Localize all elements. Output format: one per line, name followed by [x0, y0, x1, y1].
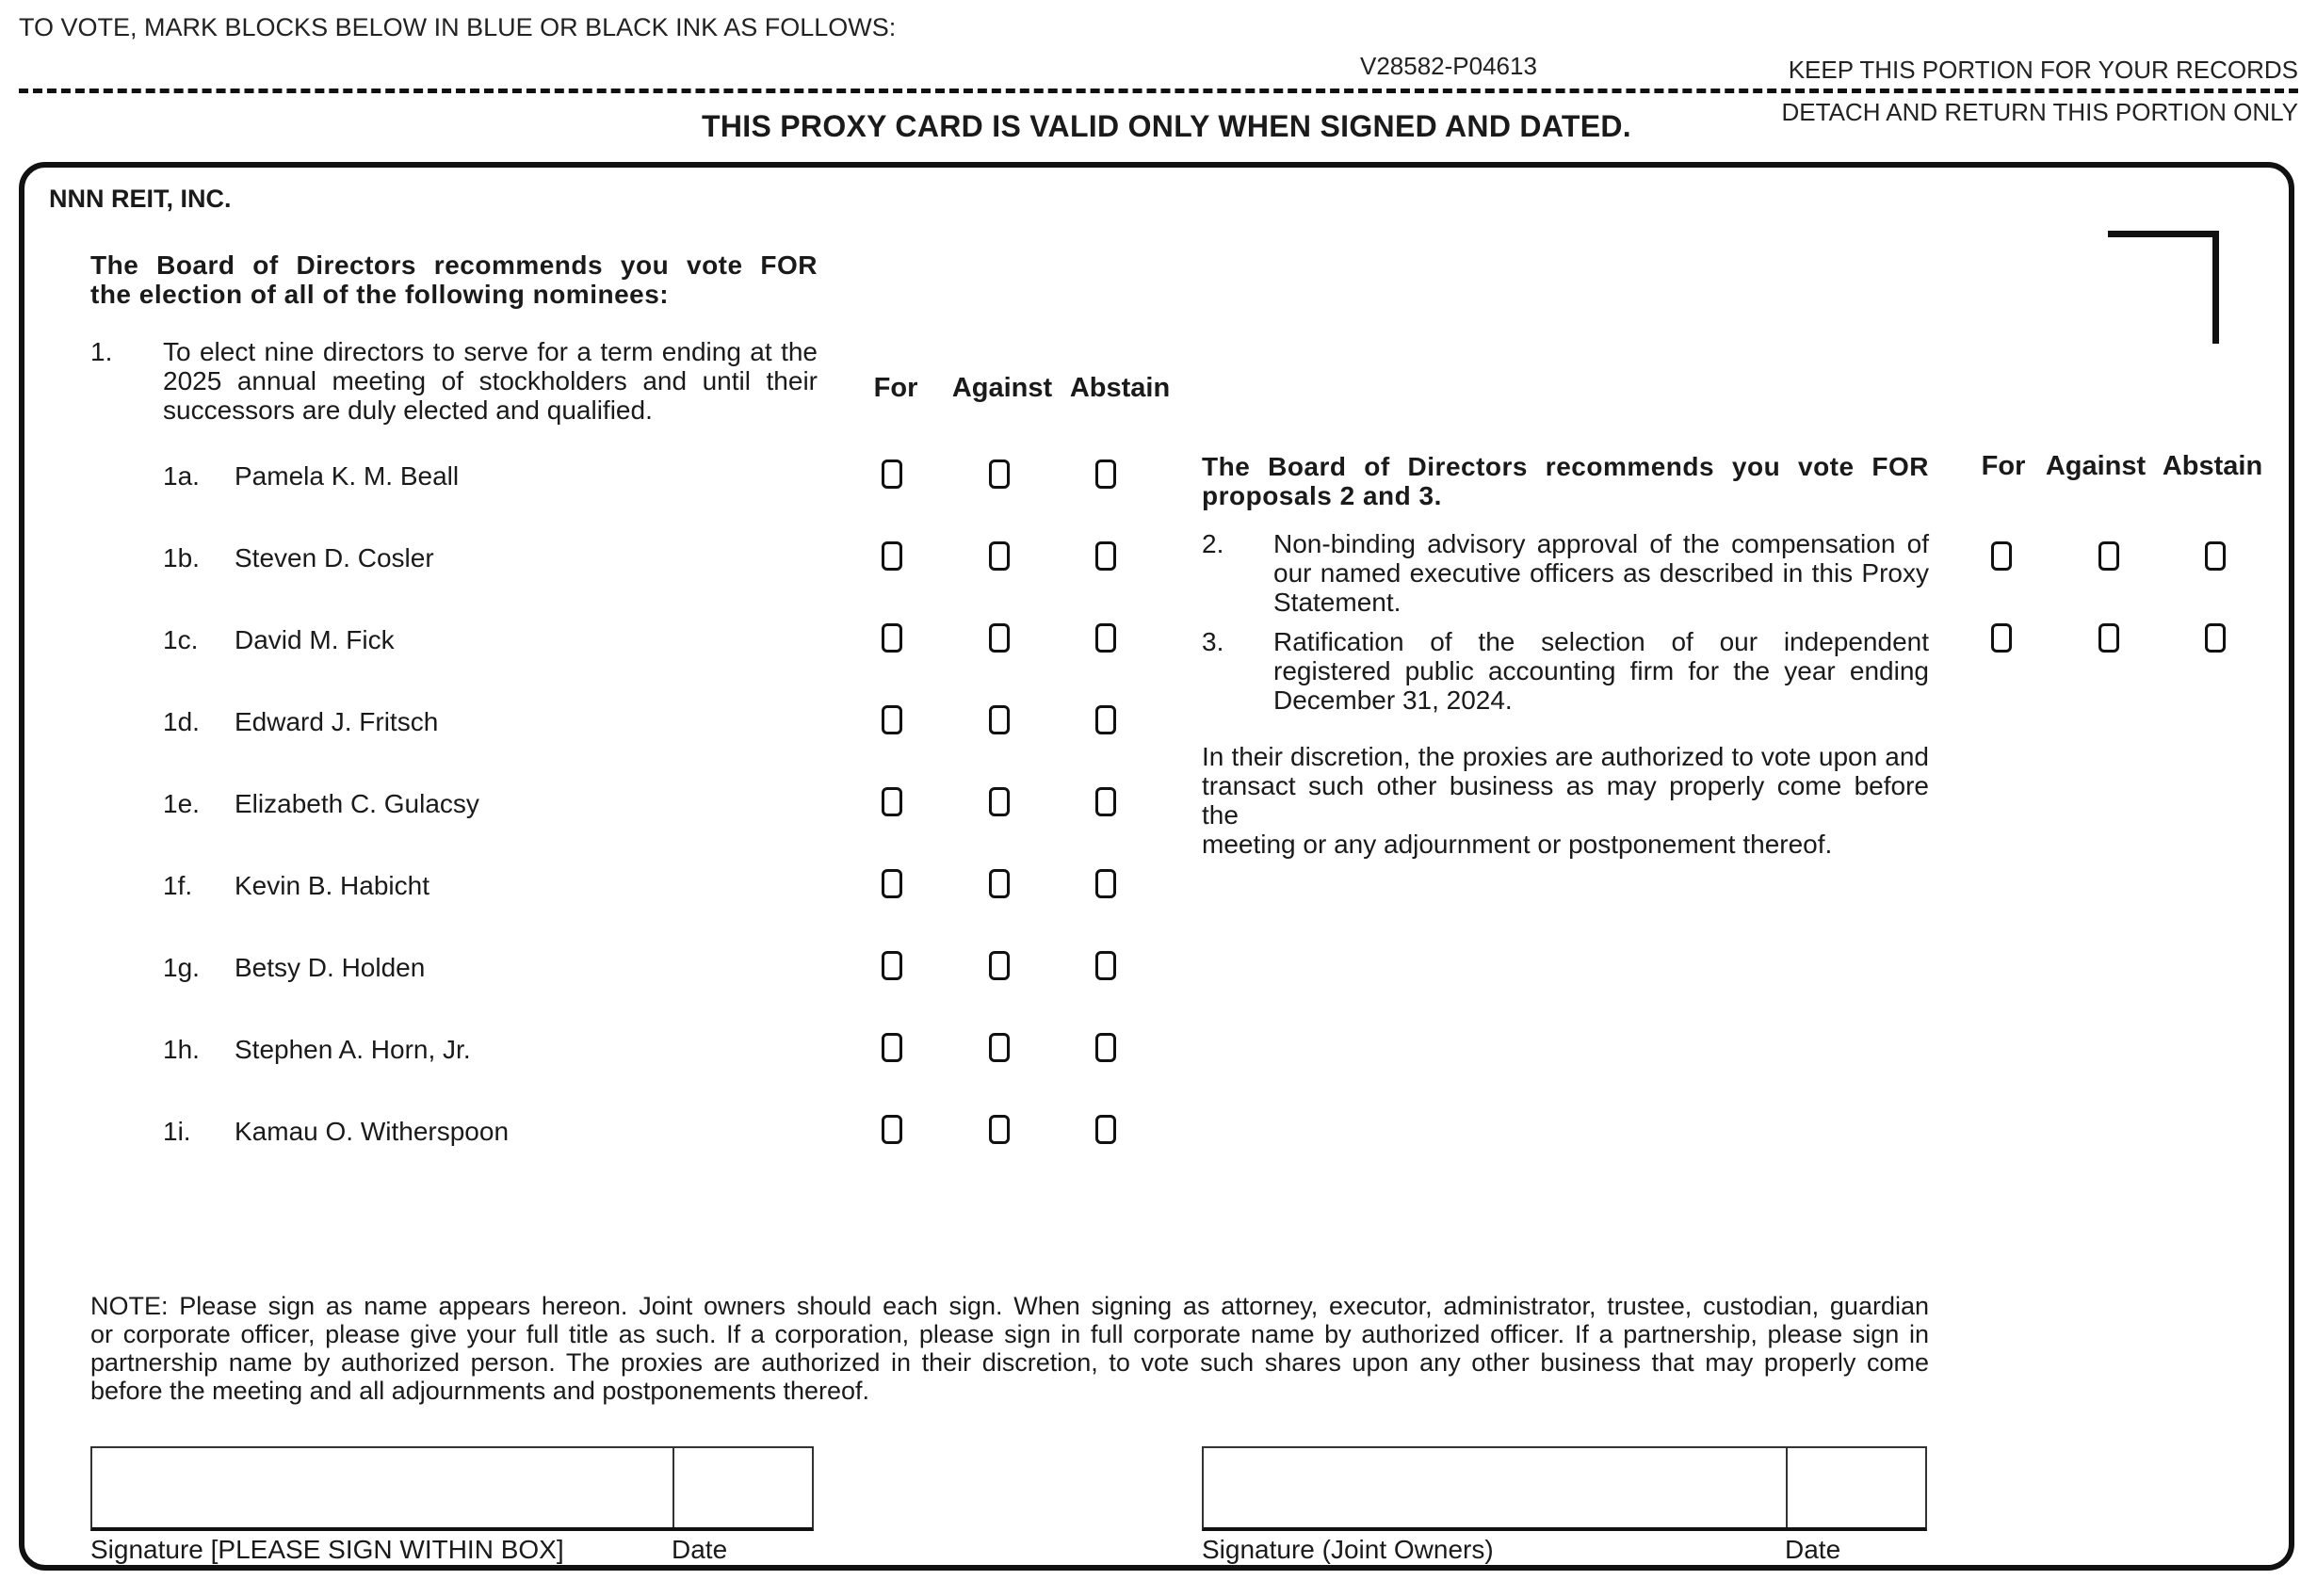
proposal-1-line3: successors are duly elected and qualified.	[163, 395, 653, 425]
proposal-2-text	[1273, 529, 1929, 617]
proposal-1-text	[163, 337, 818, 425]
nominee-1c-for-checkbox[interactable]	[882, 623, 902, 653]
nominee-1g-for-checkbox[interactable]	[882, 951, 902, 980]
nominee-1h-number: 1h.	[163, 1035, 200, 1064]
nominee-1i-against-checkbox[interactable]	[989, 1115, 1010, 1144]
note-line2: or corporate officer, please give your full title as such. If a corporation, please sign in full corporate name by authorized officer. If a partnership, please sign in	[90, 1320, 1929, 1348]
signature-date-label: Date	[672, 1535, 728, 1564]
proposal-1-number: 1.	[90, 337, 113, 366]
right-col-abstain: Abstain	[2162, 451, 2263, 481]
valid-notice: THIS PROXY CARD IS VALID ONLY WHEN SIGNED AND DATED.	[702, 109, 1631, 143]
nominee-1g-against-checkbox[interactable]	[989, 951, 1010, 980]
control-number: V28582-P04613	[1360, 52, 1537, 80]
signing-note	[90, 1292, 1929, 1405]
nominee-1b-against-checkbox[interactable]	[989, 541, 1010, 571]
discretion-line3: meeting or any adjournment or postponement thereof.	[1202, 830, 1833, 859]
nominee-1a-for-checkbox[interactable]	[882, 459, 902, 489]
nominee-1a-name: Pamela K. M. Beall	[235, 461, 460, 491]
note-line4: before the meeting and all adjournments and postponements thereof.	[90, 1377, 870, 1405]
nominee-1f-name: Kevin B. Habicht	[235, 871, 429, 900]
nominee-1d-abstain-checkbox[interactable]	[1095, 705, 1116, 734]
left-col-against: Against	[951, 373, 1053, 403]
nominee-1b-number: 1b.	[163, 543, 200, 572]
proposal-3-number: 3.	[1202, 627, 1224, 656]
joint-signature-label: Signature (Joint Owners)	[1202, 1535, 1494, 1564]
left-recommendation-line1: The Board of Directors recommends you vote FOR	[90, 250, 818, 280]
nominee-1e-against-checkbox[interactable]	[989, 787, 1010, 816]
keep-portion-text: KEEP THIS PORTION FOR YOUR RECORDS	[1788, 56, 2298, 84]
nominee-1g-number: 1g.	[163, 953, 200, 982]
nominee-1i-for-checkbox[interactable]	[882, 1115, 902, 1144]
right-col-for: For	[1981, 451, 2026, 481]
nominee-1i-number: 1i.	[163, 1117, 191, 1146]
nominee-1d-number: 1d.	[163, 707, 200, 736]
nominee-1f-abstain-checkbox[interactable]	[1095, 869, 1116, 898]
proposal-2-abstain-checkbox[interactable]	[2205, 541, 2226, 571]
note-line3: partnership name by authorized person. The proxies are authorized in their discretion, to vote such shares upon any other business that may properly come	[90, 1348, 1929, 1377]
proposal-3-abstain-checkbox[interactable]	[2205, 623, 2226, 653]
proposal-1-line1: To elect nine directors to serve for a term ending at the	[163, 337, 818, 366]
nominee-1c-number: 1c.	[163, 625, 199, 654]
nominee-1h-against-checkbox[interactable]	[989, 1033, 1010, 1062]
right-recommendation	[1202, 452, 1929, 510]
nominee-1e-name: Elizabeth C. Gulacsy	[235, 789, 479, 818]
proposal-3-against-checkbox[interactable]	[2098, 623, 2119, 653]
nominee-1h-abstain-checkbox[interactable]	[1095, 1033, 1116, 1062]
nominee-1a-against-checkbox[interactable]	[989, 459, 1010, 489]
left-recommendation-line2: the election of all of the following nominees:	[90, 280, 670, 309]
nominee-1h-for-checkbox[interactable]	[882, 1033, 902, 1062]
nominee-1h-name: Stephen A. Horn, Jr.	[235, 1035, 471, 1064]
nominee-1c-abstain-checkbox[interactable]	[1095, 623, 1116, 653]
proposal-2-number: 2.	[1202, 529, 1224, 558]
nominee-1d-against-checkbox[interactable]	[989, 705, 1010, 734]
signature-label: Signature [PLEASE SIGN WITHIN BOX]	[90, 1535, 564, 1564]
discretion-line1: In their discretion, the proxies are authorized to vote upon and	[1202, 742, 1929, 771]
proposal-2-line3: Statement.	[1273, 588, 1402, 617]
discretion-line2: transact such other business as may properly come before the	[1202, 771, 1929, 830]
detach-portion-text: DETACH AND RETURN THIS PORTION ONLY	[1781, 98, 2298, 126]
corner-mark	[2108, 231, 2219, 344]
nominee-1d-name: Edward J. Fritsch	[235, 707, 439, 736]
proposal-2-against-checkbox[interactable]	[2098, 541, 2119, 571]
left-col-for: For	[873, 373, 918, 403]
proposal-3-for-checkbox[interactable]	[1991, 623, 2012, 653]
nominee-1i-name: Kamau O. Witherspoon	[235, 1117, 510, 1146]
joint-signature-box[interactable]	[1202, 1446, 1927, 1531]
nominee-1e-abstain-checkbox[interactable]	[1095, 787, 1116, 816]
nominee-1c-name: David M. Fick	[235, 625, 395, 654]
proposal-1-line2: 2025 annual meeting of stockholders and until their	[163, 366, 818, 395]
nominee-1e-for-checkbox[interactable]	[882, 787, 902, 816]
right-recommendation-line1: The Board of Directors recommends you vote FOR	[1202, 452, 1929, 481]
proposal-3-line2: registered public accounting firm for the year ending	[1273, 656, 1929, 685]
nominee-1e-number: 1e.	[163, 789, 200, 818]
joint-signature-date-divider	[1786, 1448, 1788, 1527]
signature-box[interactable]	[90, 1446, 814, 1531]
nominee-1f-number: 1f.	[163, 871, 193, 900]
nominee-1g-name: Betsy D. Holden	[235, 953, 426, 982]
proposal-3-text	[1273, 627, 1929, 715]
proposal-2-line2: our named executive officers as described in this Proxy	[1273, 558, 1929, 588]
note-line1: NOTE: Please sign as name appears hereon. Joint owners should each sign. When signing as attorney, executor, administrator, trustee, custodian, guardian	[90, 1292, 1929, 1320]
nominee-1b-for-checkbox[interactable]	[882, 541, 902, 571]
right-recommendation-line2: proposals 2 and 3.	[1202, 481, 1442, 510]
nominee-1i-abstain-checkbox[interactable]	[1095, 1115, 1116, 1144]
left-col-abstain: Abstain	[1069, 373, 1171, 403]
nominee-1d-for-checkbox[interactable]	[882, 705, 902, 734]
signature-date-divider	[672, 1448, 674, 1527]
nominee-1b-name: Steven D. Cosler	[235, 543, 434, 572]
proposal-3-line1: Ratification of the selection of our independent	[1273, 627, 1929, 656]
detach-line	[19, 89, 2298, 93]
proposal-3-line3: December 31, 2024.	[1273, 685, 1513, 715]
nominee-1g-abstain-checkbox[interactable]	[1095, 951, 1116, 980]
nominee-1a-abstain-checkbox[interactable]	[1095, 459, 1116, 489]
nominee-1f-for-checkbox[interactable]	[882, 869, 902, 898]
nominee-1a-number: 1a.	[163, 461, 200, 491]
nominee-1c-against-checkbox[interactable]	[989, 623, 1010, 653]
nominee-1b-abstain-checkbox[interactable]	[1095, 541, 1116, 571]
proposal-2-for-checkbox[interactable]	[1991, 541, 2012, 571]
company-name: NNN REIT, INC.	[49, 185, 232, 213]
left-recommendation	[90, 250, 818, 309]
discretion-text	[1202, 742, 1929, 859]
vote-instruction: TO VOTE, MARK BLOCKS BELOW IN BLUE OR BLACK INK AS FOLLOWS:	[19, 13, 897, 41]
joint-signature-date-label: Date	[1785, 1535, 1841, 1564]
right-col-against: Against	[2045, 451, 2147, 481]
nominee-1f-against-checkbox[interactable]	[989, 869, 1010, 898]
proposal-2-line1: Non-binding advisory approval of the compensation of	[1273, 529, 1929, 558]
